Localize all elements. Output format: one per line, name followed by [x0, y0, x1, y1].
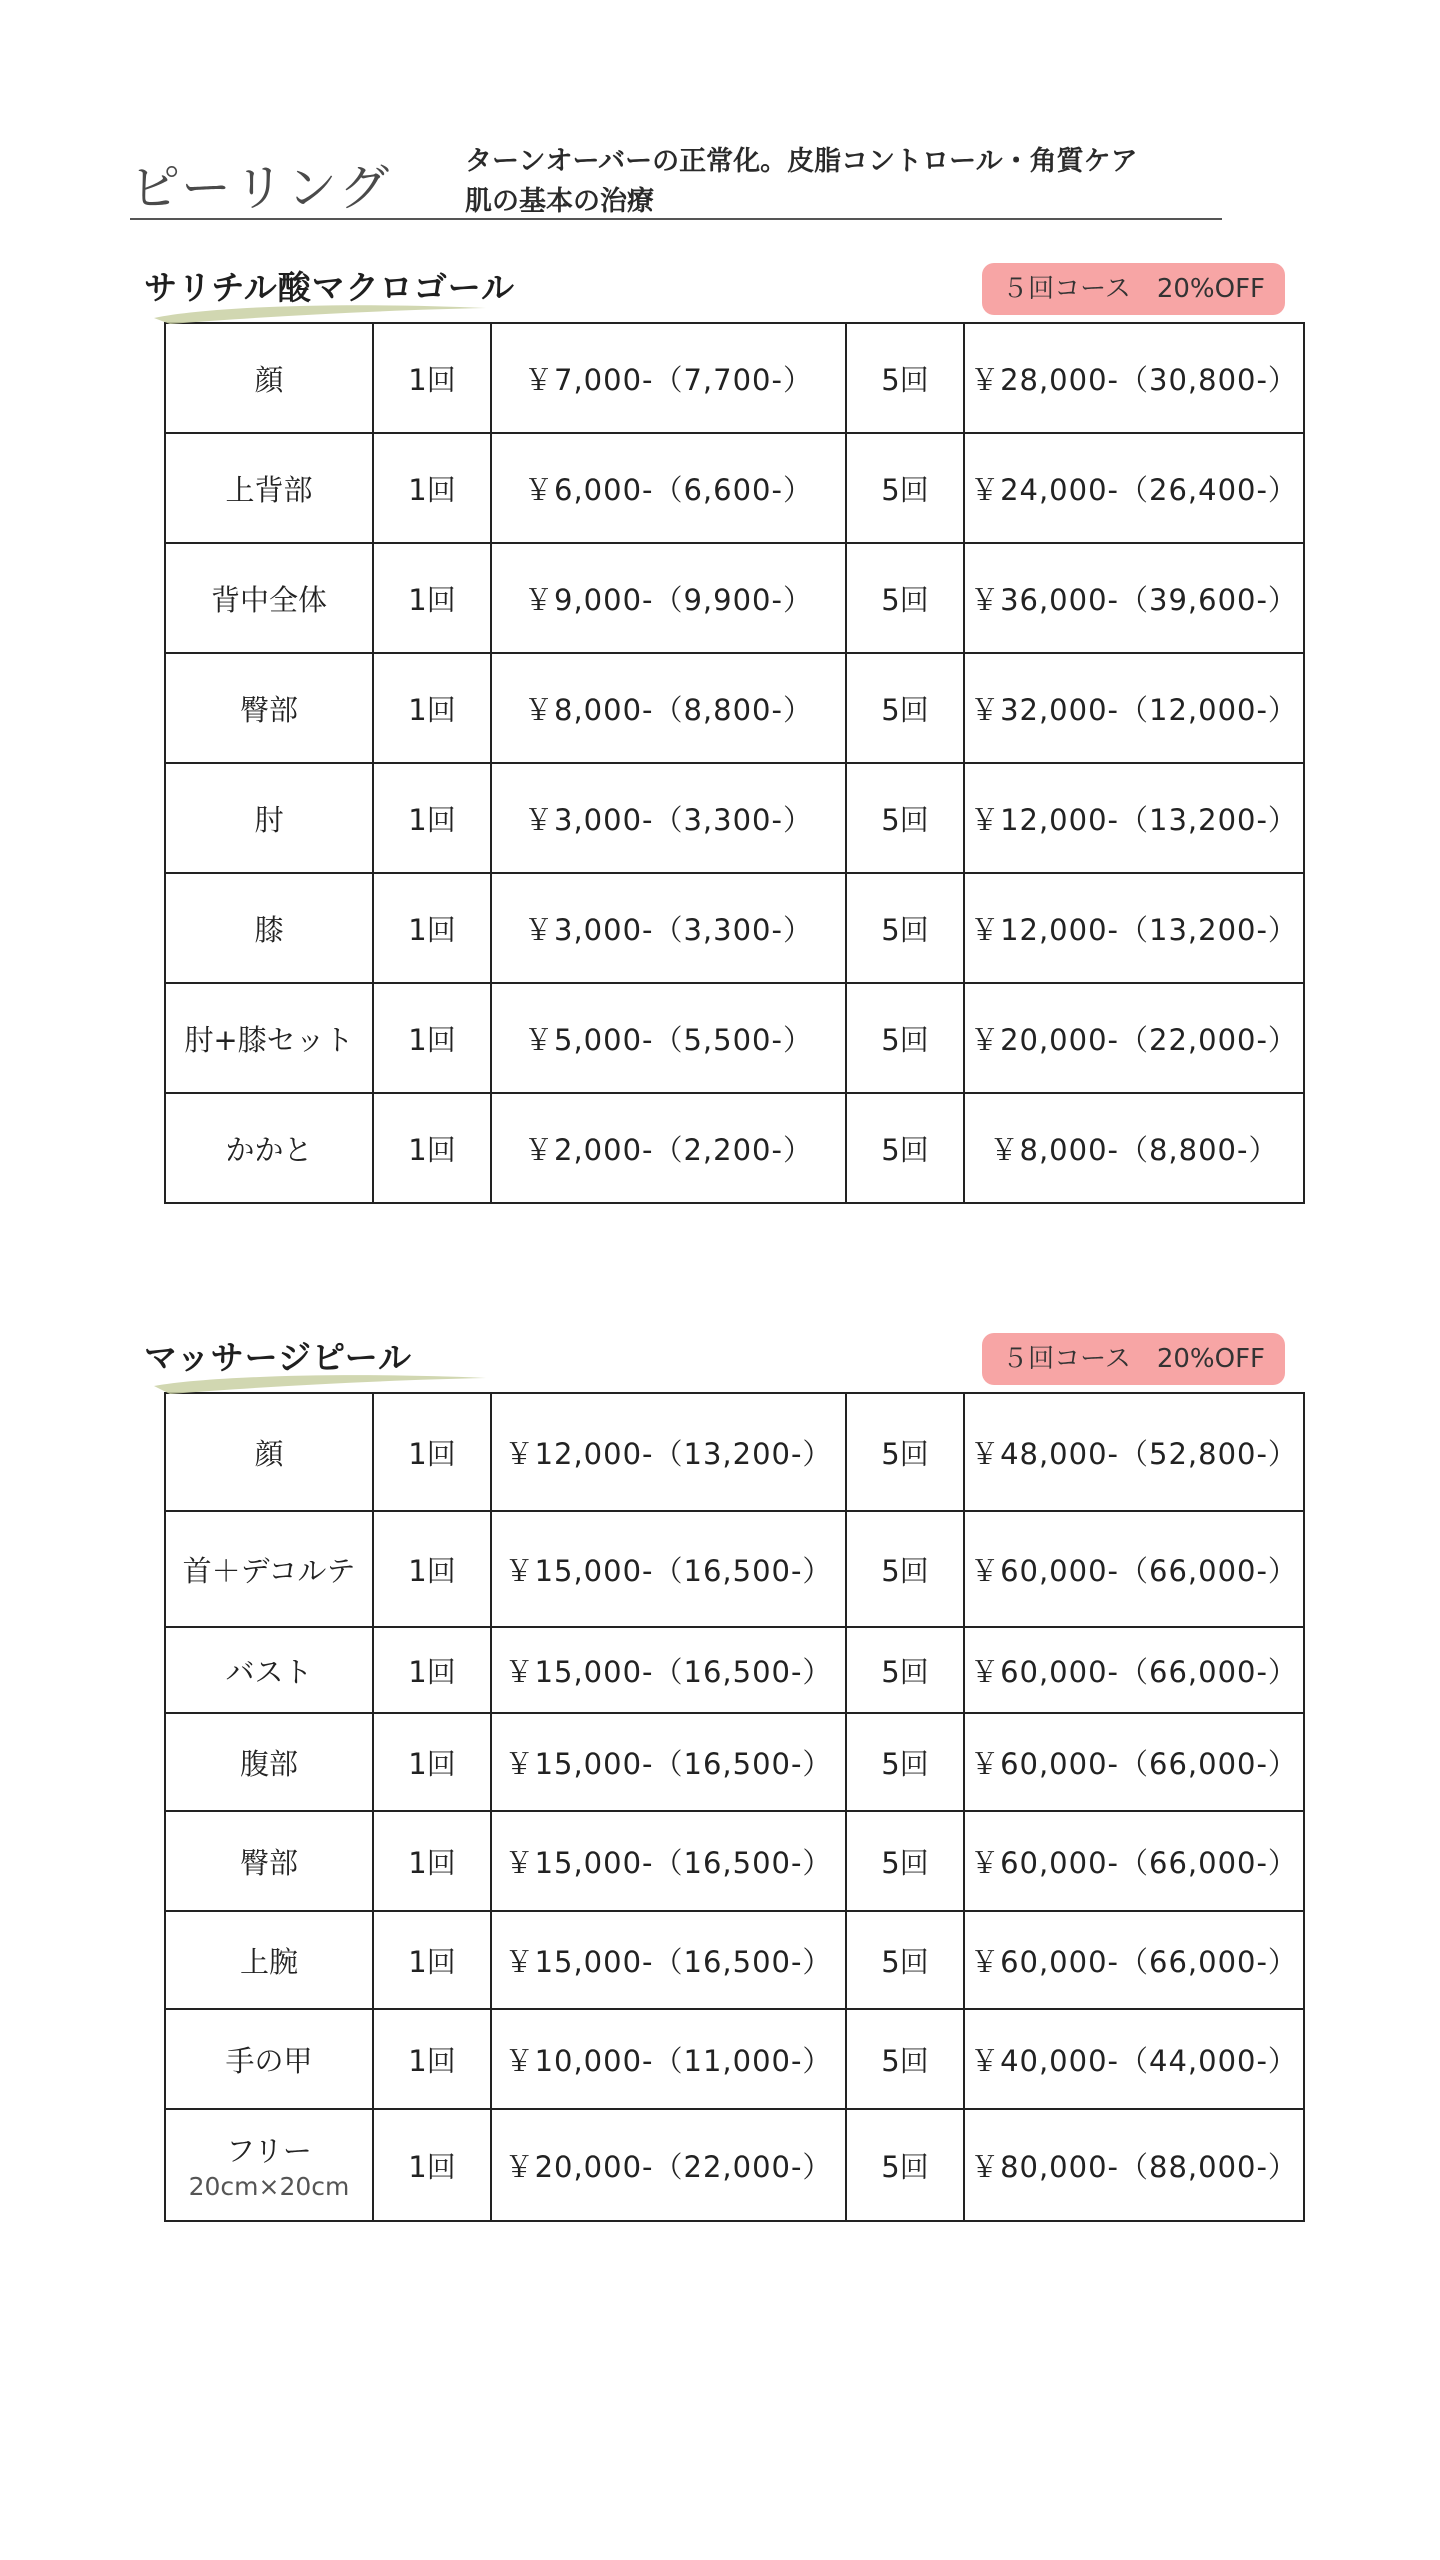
table-row: [165, 1393, 1304, 1511]
treatment-area-name: 腹部: [239, 1746, 298, 1781]
course-session-count: 5回: [846, 983, 964, 1093]
price-table-massage-peel: [164, 1392, 1305, 2222]
treatment-area-cell: [165, 323, 373, 433]
single-session-price: ￥3,000-（3,300-）: [491, 873, 846, 983]
course-session-count: 5回: [846, 653, 964, 763]
section-heading: [140, 260, 1305, 320]
course-session-count: 5回: [846, 2109, 964, 2221]
table-row: [165, 1911, 1304, 2009]
single-session-count: 1回: [373, 1393, 491, 1511]
course-session-count: 5回: [846, 2009, 964, 2109]
treatment-area-cell: [165, 983, 373, 1093]
table-row: [165, 653, 1304, 763]
course-total-price: ￥60,000-（66,000-）: [964, 1713, 1304, 1811]
treatment-area-name: 肘: [254, 802, 284, 837]
single-session-count: 1回: [373, 873, 491, 983]
table-row: [165, 543, 1304, 653]
treatment-area-name: 膝: [254, 912, 284, 947]
course-total-price: ￥12,000-（13,200-）: [964, 873, 1304, 983]
course-total-price: ￥60,000-（66,000-）: [964, 1811, 1304, 1911]
treatment-area-name: 肘+膝セット: [184, 1022, 354, 1057]
single-session-count: 1回: [373, 1811, 491, 1911]
treatment-area-name: 上背部: [225, 472, 313, 507]
single-session-count: 1回: [373, 2109, 491, 2221]
table-row: [165, 433, 1304, 543]
badge-course-label: ５回コース: [1002, 1344, 1131, 1374]
treatment-area-name: かかと: [225, 1132, 313, 1167]
single-session-price: ￥7,000-（7,700-）: [491, 323, 846, 433]
course-session-count: 5回: [846, 1911, 964, 2009]
course-total-price: ￥40,000-（44,000-）: [964, 2009, 1304, 2109]
course-session-count: 5回: [846, 763, 964, 873]
course-total-price: ￥12,000-（13,200-）: [964, 763, 1304, 873]
single-session-price: ￥8,000-（8,800-）: [491, 653, 846, 763]
table-row: [165, 763, 1304, 873]
single-session-price: ￥15,000-（16,500-）: [491, 1627, 846, 1713]
course-total-price: ￥36,000-（39,600-）: [964, 543, 1304, 653]
treatment-area-cell: [165, 2109, 373, 2221]
treatment-area-name: 臀部: [239, 1845, 298, 1880]
treatment-area-name: バスト: [225, 1654, 313, 1689]
single-session-price: ￥20,000-（22,000-）: [491, 2109, 846, 2221]
header-description-line-1: ターンオーバーの正常化。皮脂コントロール・角質ケア: [465, 146, 1138, 177]
single-session-price: ￥9,000-（9,900-）: [491, 543, 846, 653]
table-row: [165, 1811, 1304, 1911]
course-total-price: ￥60,000-（66,000-）: [964, 1627, 1304, 1713]
section-title: サリチル酸マクロゴール: [144, 268, 516, 307]
single-session-count: 1回: [373, 1911, 491, 2009]
badge-course-label: ５回コース: [1002, 274, 1131, 304]
single-session-price: ￥10,000-（11,000-）: [491, 2009, 846, 2109]
single-session-price: ￥3,000-（3,300-）: [491, 763, 846, 873]
course-session-count: 5回: [846, 1811, 964, 1911]
header-description: [465, 142, 1138, 222]
course-session-count: 5回: [846, 1713, 964, 1811]
header-description-line-2: 肌の基本の治療: [465, 186, 654, 217]
badge-discount-label: 20%OFF: [1156, 1344, 1265, 1374]
single-session-price: ￥15,000-（16,500-）: [491, 1811, 846, 1911]
table-row: [165, 1627, 1304, 1713]
single-session-price: ￥15,000-（16,500-）: [491, 1911, 846, 2009]
table-row: [165, 2009, 1304, 2109]
course-session-count: 5回: [846, 323, 964, 433]
course-session-count: 5回: [846, 1393, 964, 1511]
course-total-price: ￥8,000-（8,800-）: [964, 1093, 1304, 1203]
single-session-price: ￥15,000-（16,500-）: [491, 1511, 846, 1627]
table-row: [165, 1511, 1304, 1627]
page-header: [130, 138, 1222, 220]
treatment-area-name: 首＋デコルテ: [182, 1553, 356, 1588]
course-session-count: 5回: [846, 873, 964, 983]
single-session-price: ￥2,000-（2,200-）: [491, 1093, 846, 1203]
treatment-area-cell: [165, 873, 373, 983]
course-session-count: 5回: [846, 1093, 964, 1203]
price-table-salicylic-macrogol: [164, 322, 1305, 1204]
course-total-price: ￥20,000-（22,000-）: [964, 983, 1304, 1093]
single-session-count: 1回: [373, 1627, 491, 1713]
treatment-area-cell: [165, 1911, 373, 2009]
treatment-area-name: 手の甲: [225, 2043, 313, 2078]
treatment-area-cell: [165, 543, 373, 653]
section-title: マッサージピール: [144, 1338, 413, 1377]
treatment-area-name: 上腕: [239, 1944, 298, 1979]
single-session-count: 1回: [373, 1511, 491, 1627]
table-row: [165, 1093, 1304, 1203]
treatment-area-cell: [165, 1393, 373, 1511]
course-session-count: 5回: [846, 1627, 964, 1713]
single-session-count: 1回: [373, 763, 491, 873]
treatment-area-cell: [165, 433, 373, 543]
section-massage-peel: [140, 1330, 1305, 2201]
course-total-price: ￥32,000-（12,000-）: [964, 653, 1304, 763]
course-total-price: ￥28,000-（30,800-）: [964, 323, 1304, 433]
course-session-count: 5回: [846, 433, 964, 543]
course-total-price: ￥60,000-（66,000-）: [964, 1511, 1304, 1627]
section-heading: [140, 1330, 1305, 1390]
treatment-area-cell: [165, 1093, 373, 1203]
single-session-price: ￥6,000-（6,600-）: [491, 433, 846, 543]
treatment-area-name: フリー: [226, 2134, 312, 2168]
treatment-area-cell: [165, 1627, 373, 1713]
course-discount-badge: [982, 1333, 1285, 1385]
treatment-area-cell: [165, 1713, 373, 1811]
header-divider: [130, 218, 1222, 220]
table-row: [165, 983, 1304, 1093]
course-session-count: 5回: [846, 543, 964, 653]
single-session-count: 1回: [373, 323, 491, 433]
treatment-area-name: 臀部: [239, 692, 298, 727]
single-session-count: 1回: [373, 433, 491, 543]
course-session-count: 5回: [846, 1511, 964, 1627]
single-session-price: ￥15,000-（16,500-）: [491, 1713, 846, 1811]
single-session-count: 1回: [373, 983, 491, 1093]
treatment-area-name: 顔: [254, 1436, 284, 1471]
single-session-count: 1回: [373, 1093, 491, 1203]
course-total-price: ￥60,000-（66,000-）: [964, 1911, 1304, 2009]
treatment-area-cell: [165, 1811, 373, 1911]
course-total-price: ￥80,000-（88,000-）: [964, 2109, 1304, 2221]
course-total-price: ￥48,000-（52,800-）: [964, 1393, 1304, 1511]
treatment-area-name: 背中全体: [210, 582, 327, 617]
table-row: [165, 873, 1304, 983]
table-row: [165, 2109, 1304, 2221]
single-session-count: 1回: [373, 2009, 491, 2109]
treatment-area-cell: [165, 2009, 373, 2109]
treatment-area-cell: [165, 763, 373, 873]
course-total-price: ￥24,000-（26,400-）: [964, 433, 1304, 543]
single-session-price: ￥12,000-（13,200-）: [491, 1393, 846, 1511]
table-row: [165, 323, 1304, 433]
treatment-area-cell: [165, 1511, 373, 1627]
single-session-count: 1回: [373, 1713, 491, 1811]
single-session-price: ￥5,000-（5,500-）: [491, 983, 846, 1093]
badge-discount-label: 20%OFF: [1156, 274, 1265, 304]
table-row: [165, 1713, 1304, 1811]
treatment-area-cell: [165, 653, 373, 763]
single-session-count: 1回: [373, 543, 491, 653]
treatment-area-size: 20cm×20cm: [188, 2172, 350, 2201]
section-salicylic-macrogol: [140, 260, 1305, 1167]
treatment-area-name: 顔: [254, 362, 284, 397]
page-title: ピーリング: [130, 159, 392, 217]
course-discount-badge: [982, 263, 1285, 315]
single-session-count: 1回: [373, 653, 491, 763]
